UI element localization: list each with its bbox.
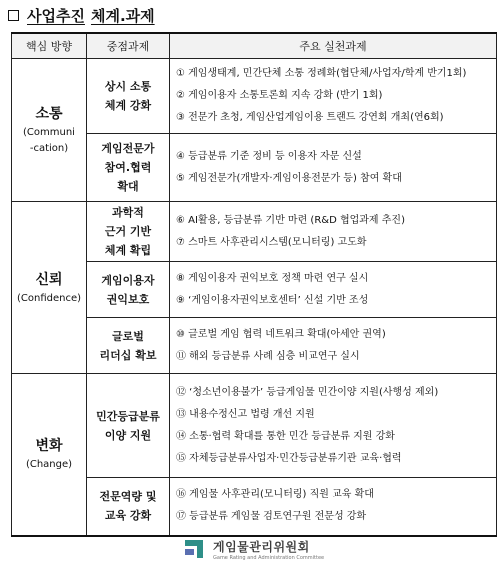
title-sub: 체계.과제 (90, 6, 155, 25)
section-title (8, 4, 155, 26)
task-cell (87, 59, 170, 134)
org-name-en: Game Rating and Administration Committee (213, 555, 325, 561)
action-item: ⑯ 게임물 사후관리(모니터링) 직원 교육 확대 (176, 489, 374, 501)
action-item: ④ 등급분류 기준 정비 등 이용자 자문 신설 (176, 150, 362, 162)
task-cell (87, 262, 170, 318)
direction-name: 소통 (35, 106, 63, 122)
direction-en: (Change) (25, 459, 73, 471)
task-cell (87, 478, 170, 536)
action-item: ⑨ ‘게임이용자권익보호센터’ 신설 기반 조성 (176, 294, 369, 306)
direction-en: (Confidence) (16, 292, 82, 304)
committee-logo-icon (185, 540, 207, 560)
action-item: ⑪ 해외 등급분류 사례 심층 비교연구 실시 (176, 350, 360, 362)
actions-cell (170, 478, 497, 536)
strategy-table (11, 32, 497, 537)
action-item: ⑩ 글로벌 게임 협력 네트워크 확대(아세안 권역) (176, 328, 386, 340)
task-label: 상시 소통 체계 강화 (104, 80, 152, 112)
direction-cell (12, 374, 87, 536)
task-cell (87, 202, 170, 262)
checkbox-square-icon (8, 10, 19, 21)
org-name: 게임물관리위원회 (213, 540, 310, 554)
action-item: ③ 전문가 초청, 게임산업게임이용 트랜드 강연회 개최(연6회) (176, 112, 444, 123)
actions-cell (170, 202, 497, 262)
direction-name: 신뢰 (35, 271, 63, 288)
action-item: ⑰ 등급분류 게임물 검토연구원 전문성 강화 (176, 511, 367, 523)
action-item: ⑥ AI활용, 등급분류 기반 마련 (R&D 협업과제 추진) (176, 214, 405, 226)
task-cell (87, 374, 170, 478)
actions-cell (170, 134, 497, 202)
actions-cell (170, 318, 497, 374)
table-row (12, 202, 497, 262)
task-label: 글로벌 리더십 확보 (99, 329, 157, 362)
task-cell (87, 318, 170, 374)
task-cell (87, 134, 170, 202)
direction-cell (12, 59, 87, 202)
task-label: 과학적 근거 기반 체계 확립 (104, 206, 152, 257)
action-item: ② 게임이용자 소통토론회 지속 강화 (반기 1회) (176, 90, 383, 101)
table-row (12, 374, 497, 478)
footer-logo (185, 538, 324, 561)
action-item: ① 게임생태계, 민간단체 소통 정례화(협단체/사업자/학계 반기1회) (176, 68, 467, 79)
actions-cell (170, 374, 497, 478)
actions-cell (170, 59, 497, 134)
task-label: 전문역량 및 교육 강화 (99, 490, 157, 523)
action-item: ⑭ 소통·협력 확대를 통한 민간 등급분류 지원 강화 (176, 430, 395, 442)
header-actions: 주요 실천과제 (170, 33, 497, 59)
actions-cell (170, 262, 497, 318)
table-row (12, 59, 497, 134)
action-item: ⑧ 게임이용자 권익보호 정책 마련 연구 실시 (176, 272, 369, 284)
header-task: 중점과제 (87, 33, 170, 59)
direction-name: 변화 (35, 438, 63, 455)
title-main: 사업추진 (27, 6, 85, 25)
task-label: 민간등급분류 이양 지원 (96, 409, 160, 442)
action-item: ⑦ 스마트 사후관리시스템(모니터링) 고도화 (176, 236, 367, 248)
header-direction: 핵심 방향 (12, 33, 87, 59)
action-item: ⑤ 게임전문가(개발자·게임이용전문가 등) 참여 확대 (176, 172, 402, 184)
action-item: ⑫ ‘청소년이용불가’ 등급게임물 민간이양 지원(사행성 제외) (176, 386, 439, 398)
direction-en: (Communi -cation) (23, 127, 75, 154)
task-label: 게임이용자 권익보호 (101, 273, 155, 306)
table-header-row (12, 33, 497, 59)
action-item: ⑮ 자체등급분류사업자·민간등급분류기관 교육·협력 (176, 452, 402, 464)
direction-cell (12, 202, 87, 374)
action-item: ⑬ 내용수정신고 법령 개선 지원 (176, 408, 315, 420)
task-label: 게임전문가 참여.협력 확대 (101, 142, 155, 193)
